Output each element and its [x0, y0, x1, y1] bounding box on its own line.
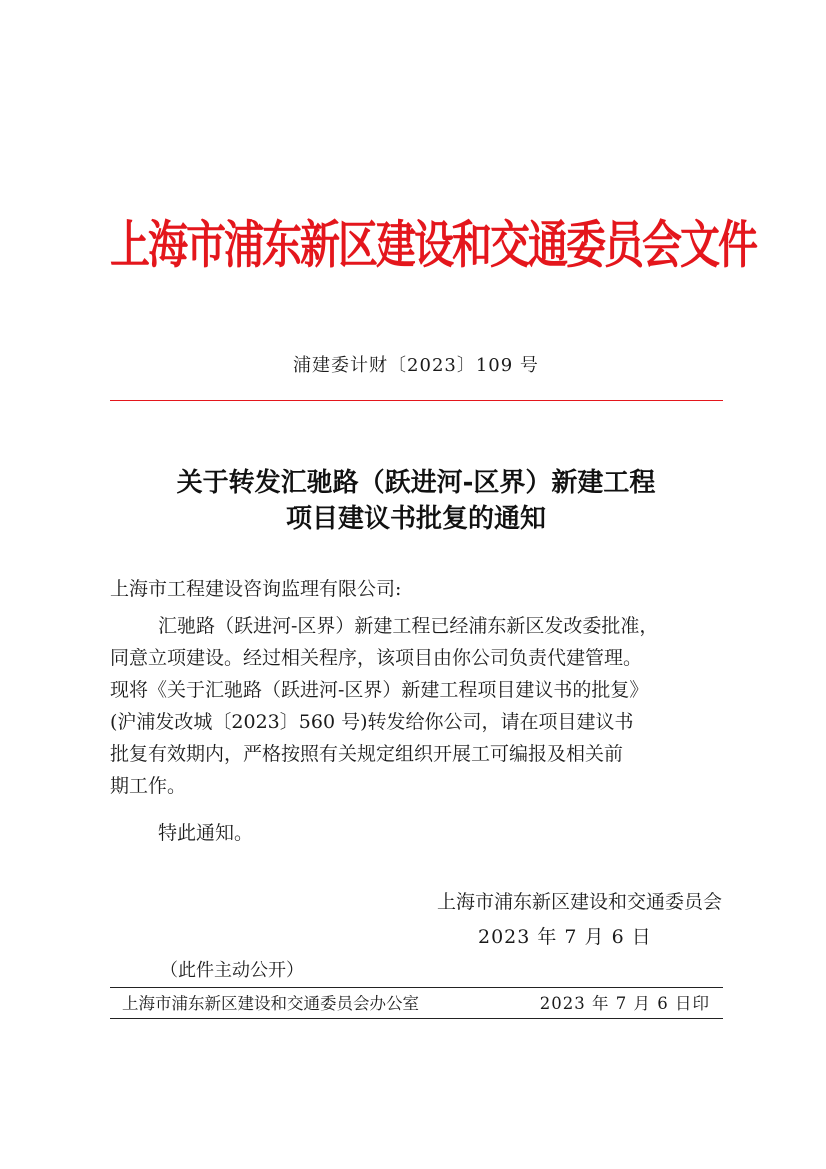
body-line: 批复有效期内，严格按照有关规定组织开展工可编报及相关前	[110, 743, 624, 765]
footer-top-rule	[110, 987, 723, 988]
closing-remark: 特此通知。	[158, 822, 254, 844]
body-line: 同意立项建设。经过相关程序，该项目由你公司负责代建管理。	[110, 647, 643, 669]
notice-title-line-1: 关于转发汇驰路（跃进河-区界）新建工程	[176, 468, 656, 498]
issuer-signature: 上海市浦东新区建设和交通委员会	[436, 891, 722, 913]
body-line: 现将《关于汇驰路（跃进河-区界）新建工程项目建议书的批复》	[110, 679, 649, 701]
masthead-title: 上海市浦东新区建设和交通委员会文件	[110, 215, 756, 276]
notice-title	[110, 465, 722, 537]
footer-print-date: 2023 年 7 月 6 日印	[539, 994, 710, 1013]
body-text	[110, 610, 730, 802]
body-line: 汇驰路（跃进河-区界）新建工程已经浦东新区发改委批准，	[158, 615, 659, 637]
document-number: 浦建委计财〔2023〕109 号	[293, 355, 539, 376]
addressee: 上海市工程建设咨询监理有限公司:	[110, 578, 402, 600]
footer-bottom-rule	[110, 1018, 723, 1019]
body-line: 期工作。	[110, 775, 187, 797]
footer-office: 上海市浦东新区建设和交通委员会办公室	[122, 994, 419, 1013]
red-separator-line	[110, 400, 723, 401]
body-line: (沪浦发改城〔2023〕560 号)转发给你公司，请在项目建议书	[110, 711, 634, 733]
disclosure-note: （此件主动公开）	[160, 960, 304, 981]
notice-title-line-2: 项目建议书批复的通知	[285, 504, 546, 534]
issue-date: 2023 年 7 月 6 日	[478, 926, 652, 948]
